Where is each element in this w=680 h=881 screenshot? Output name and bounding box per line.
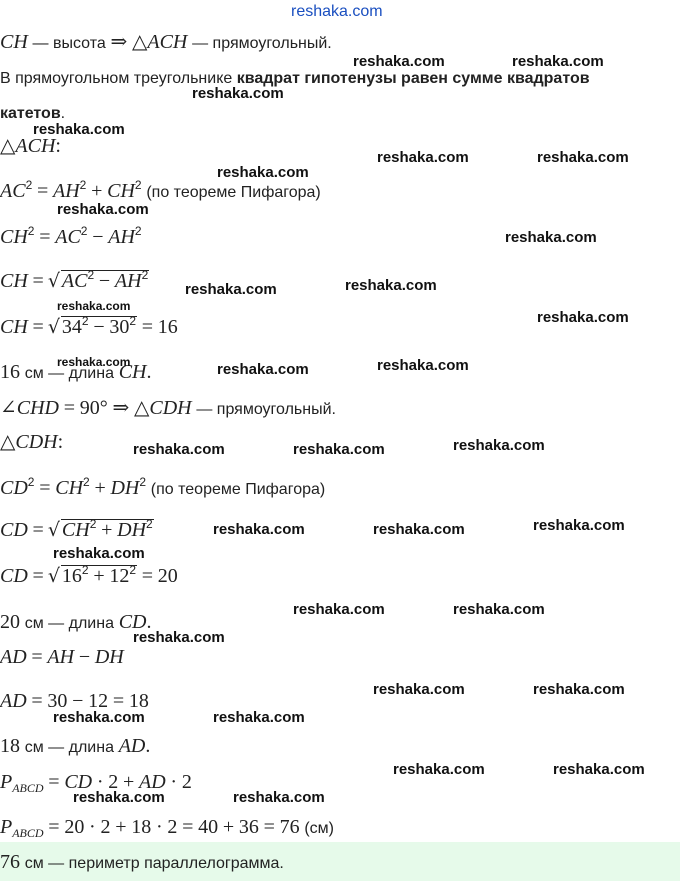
triangle-ach-label: △ACH: bbox=[0, 135, 61, 157]
watermark: reshaka.com bbox=[453, 437, 545, 454]
watermark: reshaka.com bbox=[293, 441, 385, 458]
result-cd: 20 см — длина CD. bbox=[0, 611, 152, 633]
watermark: reshaka.com bbox=[133, 441, 225, 458]
watermark: reshaka.com bbox=[345, 277, 437, 294]
watermark: reshaka.com bbox=[533, 517, 625, 534]
watermark: reshaka.com bbox=[57, 299, 131, 313]
watermark: reshaka.com bbox=[373, 521, 465, 538]
pythagoras-statement: В прямоугольном треугольнике квадрат гипотенузы равен сумме квадратов bbox=[0, 70, 590, 87]
watermark: reshaka.com bbox=[33, 121, 125, 138]
pythagoras-statement-cont: катетов. bbox=[0, 105, 66, 122]
watermark: reshaka.com bbox=[233, 789, 325, 806]
watermark: reshaka.com bbox=[185, 281, 277, 298]
equation-cd-squared: $CD^2 = CH^2 + DH^2$ (по теореме Пифагора) bbox=[0, 475, 326, 499]
watermark: reshaka.com bbox=[353, 53, 445, 70]
watermark: reshaka.com bbox=[505, 229, 597, 246]
watermark: reshaka.com bbox=[553, 761, 645, 778]
equation-ac-squared: $AC^2 = AH^2 + CH^2$ (по теореме Пифагора) bbox=[0, 178, 321, 202]
watermark: reshaka.com bbox=[213, 521, 305, 538]
watermark: reshaka.com bbox=[217, 361, 309, 378]
watermark: reshaka.com bbox=[53, 545, 145, 562]
equation-cd-value: CD = √ $16^2 + 12^2 = 20$ bbox=[0, 563, 178, 587]
equation-ch-value: CH = √ $34^2 - 30^2 = 16$ bbox=[0, 314, 178, 338]
watermark: reshaka.com bbox=[293, 601, 385, 618]
result-ad: 18 см — длина AD. bbox=[0, 735, 151, 757]
watermark: reshaka.com bbox=[73, 789, 165, 806]
watermark: reshaka.com bbox=[377, 357, 469, 374]
watermark: reshaka.com bbox=[373, 681, 465, 698]
equation-cd-root: CD = √ $CH^2 + DH^2$ bbox=[0, 517, 153, 541]
watermark: reshaka.com bbox=[57, 201, 149, 218]
equation-ch-root: CH = √ $AC^2 - AH^2$ bbox=[0, 268, 149, 292]
watermark: reshaka.com bbox=[213, 709, 305, 726]
watermark: reshaka.com bbox=[192, 85, 284, 102]
equation-perimeter: $P_{ABCD}$ = CD · 2 + AD · 2 bbox=[0, 771, 192, 795]
line-height-definition: CH — высота ⇒ △ACH — прямоугольный. bbox=[0, 31, 332, 53]
watermark: reshaka.com bbox=[57, 355, 131, 369]
triangle-cdh-label: △CDH: bbox=[0, 431, 64, 453]
result-ch: 16 см — длина CH. bbox=[0, 361, 152, 383]
equation-ad-value: AD = 30 − 12 = 18 bbox=[0, 690, 149, 712]
watermark: reshaka.com bbox=[537, 309, 629, 326]
equation-perimeter-value: $P_{ABCD} = 20 \cdot 2 + 18 \cdot 2 = 40 + 36 = 76$ (см) bbox=[0, 816, 334, 840]
watermark: reshaka.com bbox=[512, 53, 604, 70]
angle-chd: ∠CHD = 90° ⇒ △CDH — прямоугольный. bbox=[0, 397, 336, 419]
watermark: reshaka.com bbox=[133, 629, 225, 646]
watermark: reshaka.com bbox=[377, 149, 469, 166]
watermark: reshaka.com bbox=[533, 681, 625, 698]
watermark: reshaka.com bbox=[393, 761, 485, 778]
equation-ad: AD = AH − DH bbox=[0, 646, 124, 668]
watermark: reshaka.com bbox=[453, 601, 545, 618]
watermark: reshaka.com bbox=[537, 149, 629, 166]
equation-ch-squared: $CH^2 = AC^2 - AH^2$ bbox=[0, 224, 142, 248]
answer-text: 76 см — периметр параллелограмма. bbox=[0, 851, 284, 873]
site-watermark: reshaka.com bbox=[291, 3, 383, 20]
watermark: reshaka.com bbox=[53, 709, 145, 726]
watermark: reshaka.com bbox=[217, 164, 309, 181]
